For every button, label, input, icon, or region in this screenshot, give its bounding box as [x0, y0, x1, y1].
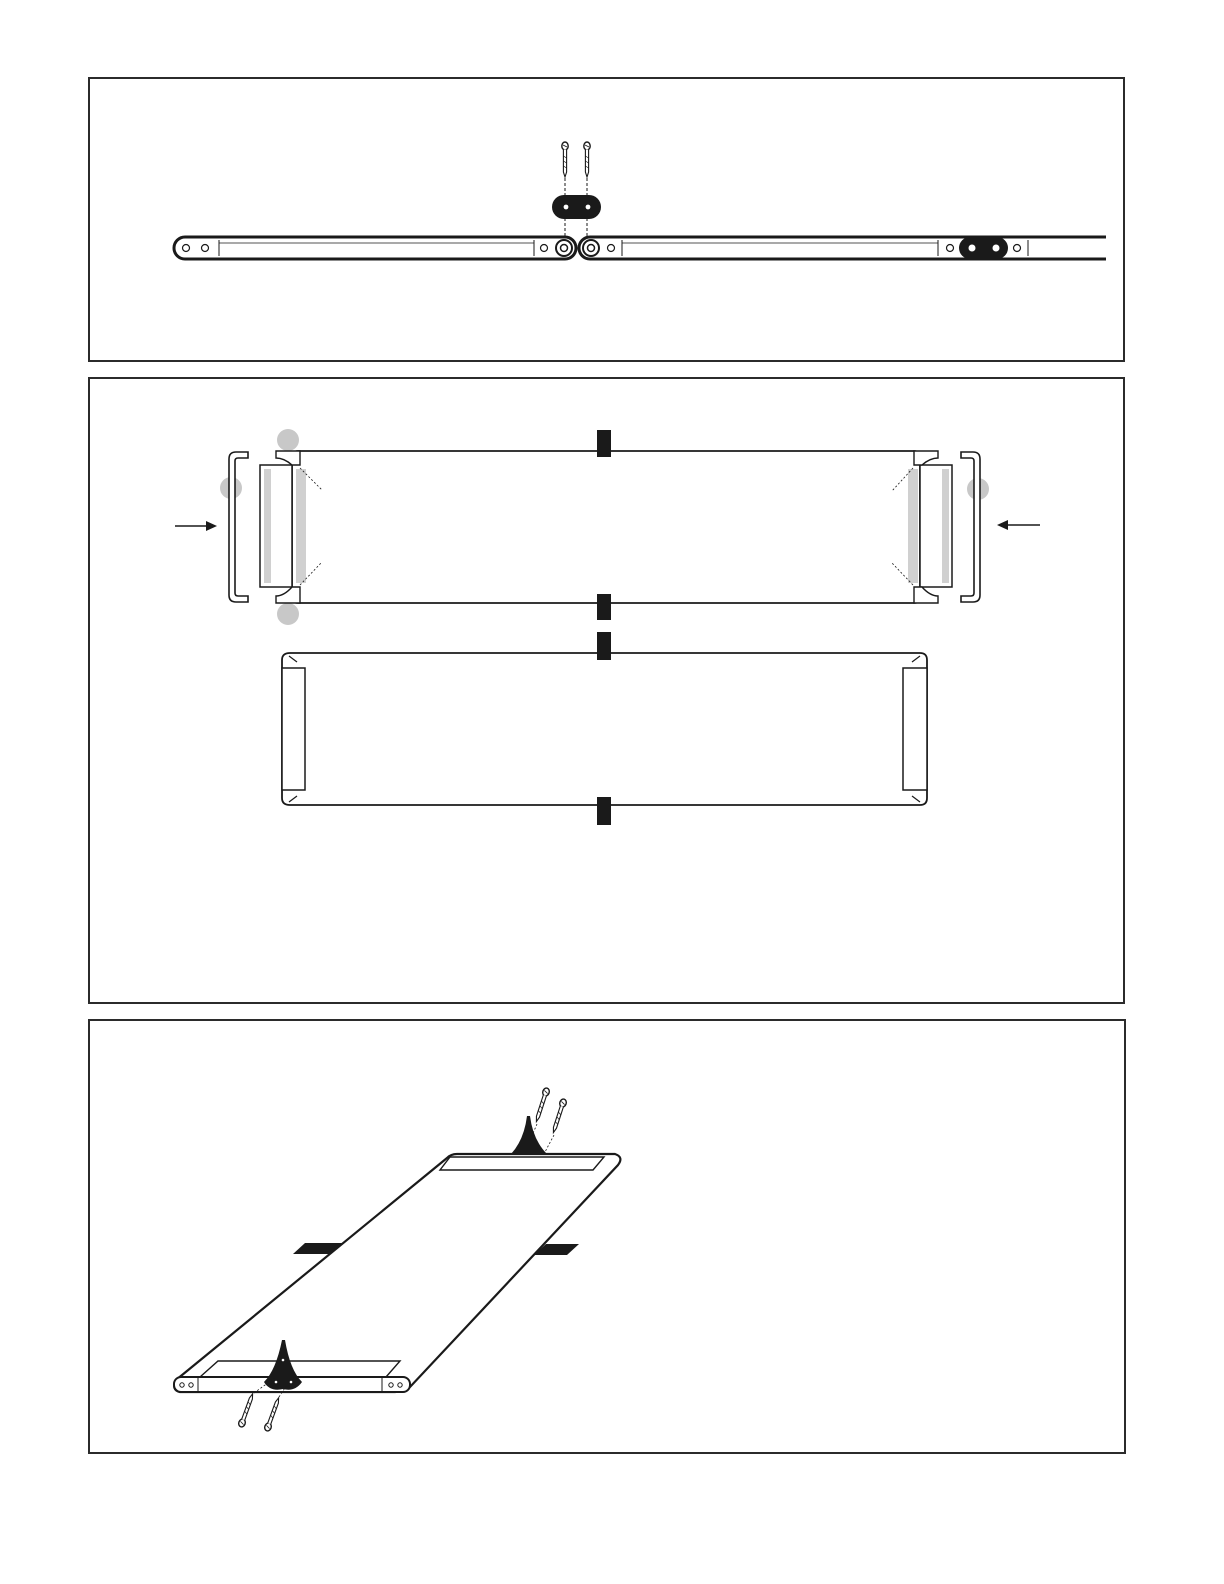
sling-lower-assembled: [282, 632, 927, 825]
right-rail: [579, 237, 1106, 259]
arrow-left-icon: [997, 520, 1040, 530]
sling-perspective: [174, 1154, 620, 1392]
left-rail: [174, 237, 576, 259]
connector-plate: [552, 195, 601, 219]
step-3-illustration: [174, 1087, 620, 1432]
bracket-top: [511, 1116, 547, 1154]
screw-bottom-2: [264, 1397, 282, 1432]
end-cap-left: [229, 452, 248, 602]
screw-left: [562, 142, 568, 177]
arrow-right-icon: [175, 521, 217, 531]
screw-top-1: [533, 1087, 550, 1122]
step-2-illustration: [175, 429, 1040, 825]
sling-upper: [260, 430, 952, 620]
gray-marker: [277, 603, 299, 625]
screw-top-2: [550, 1098, 567, 1133]
screw-right: [584, 142, 590, 177]
end-cap-right: [961, 452, 980, 602]
screw-bottom-1: [238, 1393, 256, 1428]
step-1-illustration: [174, 142, 1106, 259]
gray-marker: [277, 429, 299, 451]
